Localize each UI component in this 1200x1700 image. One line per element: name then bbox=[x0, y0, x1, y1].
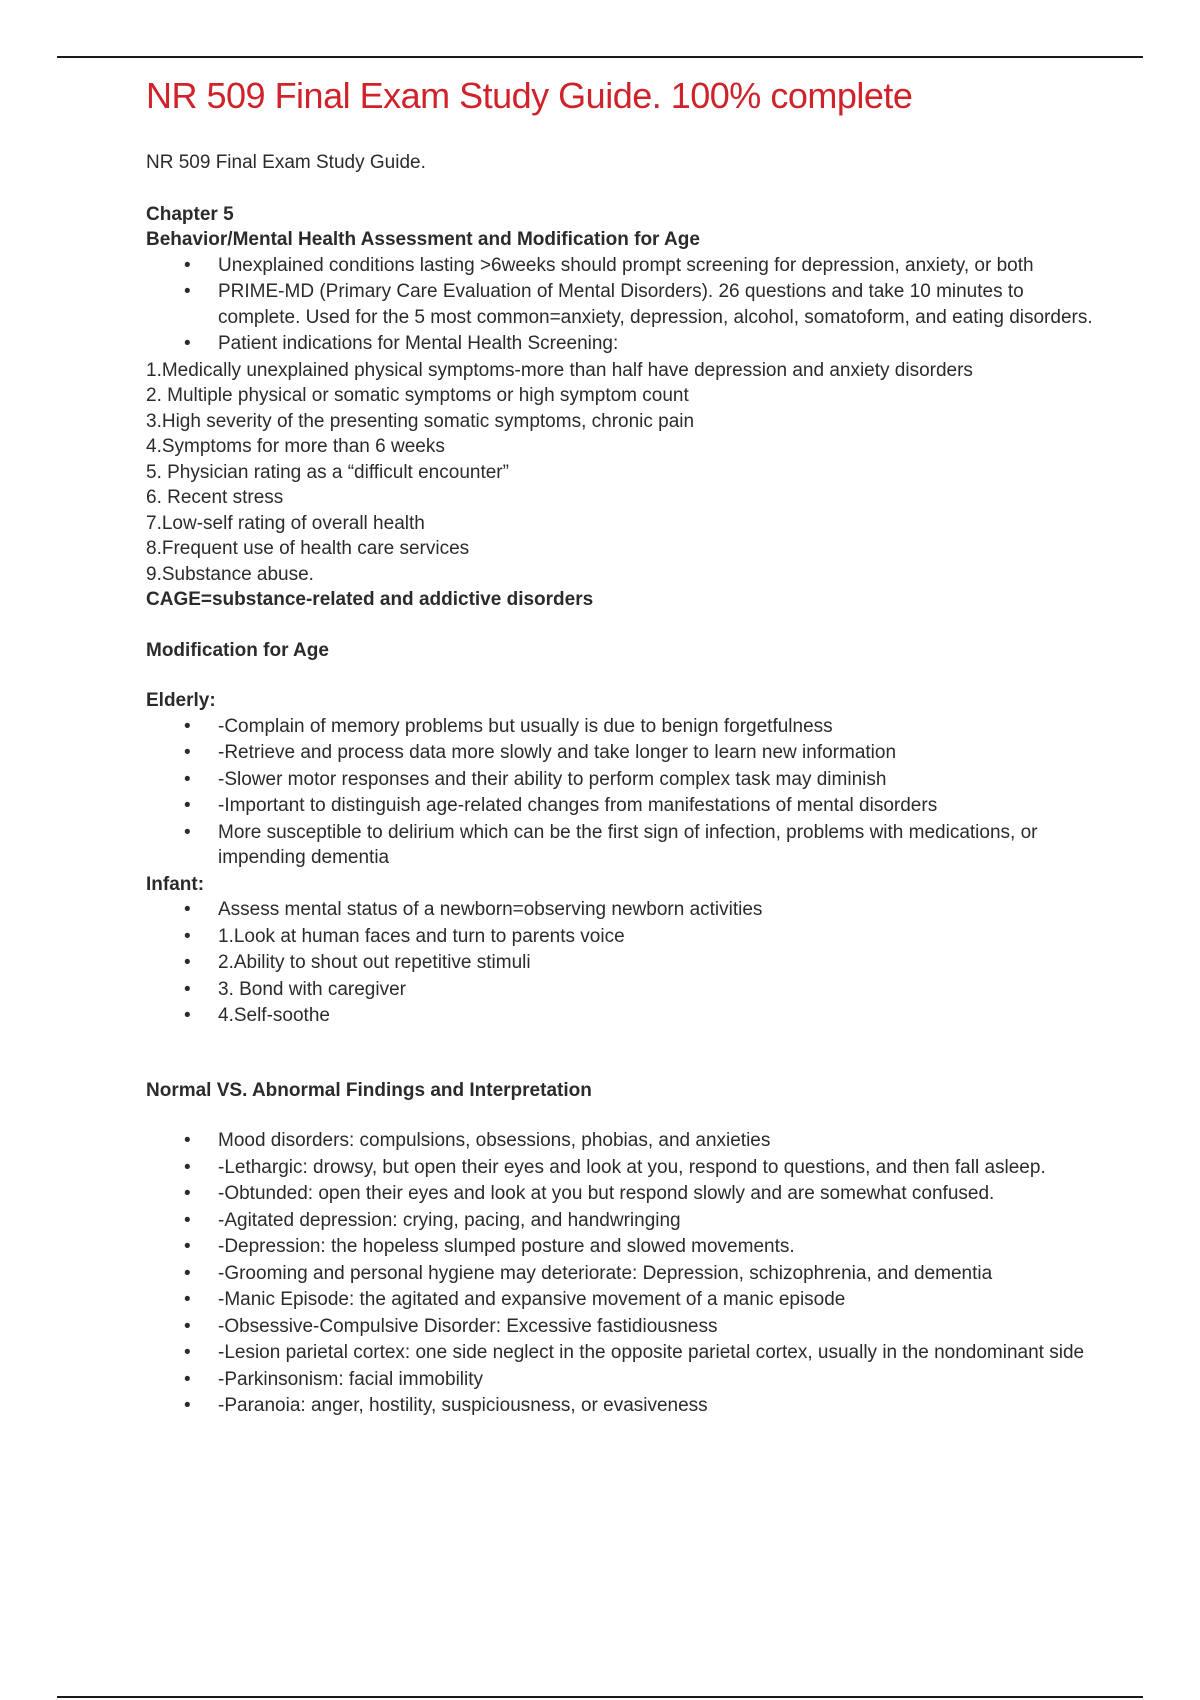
bullet-icon: • bbox=[184, 1262, 191, 1284]
list-item: • -Grooming and personal hygiene may deteriorate: Depression, schizophrenia, and dementia bbox=[146, 1261, 1106, 1287]
list-item: • Patient indications for Mental Health Screening: bbox=[146, 331, 1106, 357]
chapter-label: Chapter 5 bbox=[146, 203, 234, 225]
list-item: • 2.Ability to shout out repetitive stimuli bbox=[146, 950, 1106, 976]
bullet-icon: • bbox=[184, 1005, 191, 1026]
screening-indications-list bbox=[146, 358, 1106, 588]
document-subtitle: NR 509 Final Exam Study Guide. bbox=[146, 152, 426, 173]
bullet-icon: • bbox=[184, 1156, 191, 1178]
list-item: 8.Frequent use of health care services bbox=[146, 538, 470, 559]
bullet-icon: • bbox=[184, 1130, 191, 1151]
list-item: 1.Medically unexplained physical symptoms-more than half have depression and anxiety disorders bbox=[146, 359, 973, 381]
list-item: • -Agitated depression: crying, pacing, and handwringing bbox=[146, 1208, 1106, 1234]
bullet-icon: • bbox=[184, 978, 191, 1000]
elderly-bullet-list bbox=[146, 714, 1106, 871]
document-title: NR 509 Final Exam Study Guide. 100% complete bbox=[146, 75, 913, 116]
bottom-divider bbox=[57, 1696, 1143, 1698]
bullet-icon: • bbox=[184, 821, 191, 843]
bullet-icon: • bbox=[184, 768, 191, 790]
bullet-icon: • bbox=[184, 1342, 191, 1363]
bullet-icon: • bbox=[184, 952, 191, 973]
list-item: • Assess mental status of a newborn=observing newborn activities bbox=[146, 897, 1106, 923]
bullet-icon: • bbox=[184, 1368, 191, 1390]
infant-bullet-list bbox=[146, 897, 1106, 1029]
bullet-icon: • bbox=[184, 899, 191, 920]
infant-heading: Infant: bbox=[146, 873, 205, 895]
list-item: 9.Substance abuse. bbox=[146, 563, 314, 585]
bullet-icon: • bbox=[184, 1289, 191, 1310]
list-item: 3.High severity of the presenting somatic symptoms, chronic pain bbox=[146, 410, 695, 432]
bullet-icon: • bbox=[184, 254, 191, 276]
section-heading-findings: Normal VS. Abnormal Findings and Interpretation bbox=[146, 1079, 592, 1101]
list-item: • -Lesion parietal cortex: one side neglect in the opposite parietal cortex, usually in the nondominant side bbox=[146, 1340, 1106, 1366]
list-item: • -Slower motor responses and their ability to perform complex task may diminish bbox=[146, 767, 1106, 793]
list-item: • 1.Look at human faces and turn to parents voice bbox=[146, 924, 1106, 950]
bullet-icon: • bbox=[184, 1395, 191, 1416]
list-item: • -Important to distinguish age-related changes from manifestations of mental disorders bbox=[146, 793, 1106, 819]
bullet-icon: • bbox=[184, 1209, 191, 1231]
bullet-icon: • bbox=[184, 715, 191, 737]
findings-bullet-list bbox=[146, 1128, 1106, 1419]
cage-line: CAGE=substance-related and addictive disorders bbox=[146, 589, 594, 610]
list-item: • PRIME-MD (Primary Care Evaluation of Mental Disorders). 26 questions and take 10 minutes to complete. Used for the 5 most common=anxiety, depression, alcohol, somatoform, and eating disorders. bbox=[184, 281, 1093, 328]
behavior-bullet-list bbox=[146, 253, 1106, 357]
list-item: 5. Physician rating as a “difficult encounter” bbox=[146, 461, 509, 483]
list-item: • Mood disorders: compulsions, obsessions, phobias, and anxieties bbox=[146, 1128, 1106, 1154]
bullet-icon: • bbox=[184, 1236, 191, 1257]
bullet-icon: • bbox=[184, 742, 191, 763]
section-heading-modification: Modification for Age bbox=[146, 639, 329, 661]
list-item: 6. Recent stress bbox=[146, 487, 284, 508]
list-item: • 4.Self-soothe bbox=[146, 1003, 1106, 1029]
top-divider bbox=[57, 56, 1143, 58]
list-item: • More susceptible to delirium which can be the first sign of infection, problems with medications, or impending dementia bbox=[184, 821, 1038, 868]
list-item: 7.Low-self rating of overall health bbox=[146, 512, 425, 534]
list-item: • Unexplained conditions lasting >6weeks should prompt screening for depression, anxiety, or both bbox=[146, 253, 1106, 279]
bullet-icon: • bbox=[184, 925, 191, 947]
list-item: • -Paranoia: anger, hostility, suspiciousness, or evasiveness bbox=[146, 1393, 1106, 1419]
document-page bbox=[146, 72, 1106, 1420]
list-item: • -Complain of memory problems but usually is due to benign forgetfulness bbox=[146, 714, 1106, 740]
elderly-heading: Elderly: bbox=[146, 690, 216, 711]
list-item: • -Lethargic: drowsy, but open their eyes and look at you, respond to questions, and then fall asleep. bbox=[146, 1155, 1106, 1181]
bullet-icon: • bbox=[184, 281, 191, 302]
bullet-icon: • bbox=[184, 333, 191, 354]
list-item: • -Manic Episode: the agitated and expansive movement of a manic episode bbox=[146, 1287, 1106, 1313]
list-item: 2. Multiple physical or somatic symptoms or high symptom count bbox=[146, 385, 689, 406]
section-heading-behavior: Behavior/Mental Health Assessment and Modification for Age bbox=[146, 229, 700, 250]
list-item: 4.Symptoms for more than 6 weeks bbox=[146, 436, 445, 457]
bullet-icon: • bbox=[184, 1315, 191, 1337]
list-item: • -Obtunded: open their eyes and look at you but respond slowly and are somewhat confused. bbox=[146, 1181, 1106, 1207]
list-item: • -Parkinsonism: facial immobility bbox=[146, 1367, 1106, 1393]
list-item: • -Depression: the hopeless slumped posture and slowed movements. bbox=[146, 1234, 1106, 1260]
bullet-icon: • bbox=[184, 795, 191, 816]
list-item: • -Retrieve and process data more slowly and take longer to learn new information bbox=[146, 740, 1106, 766]
bullet-icon: • bbox=[184, 1183, 191, 1204]
list-item: • -Obsessive-Compulsive Disorder: Excessive fastidiousness bbox=[146, 1314, 1106, 1340]
list-item: • 3. Bond with caregiver bbox=[146, 977, 1106, 1003]
